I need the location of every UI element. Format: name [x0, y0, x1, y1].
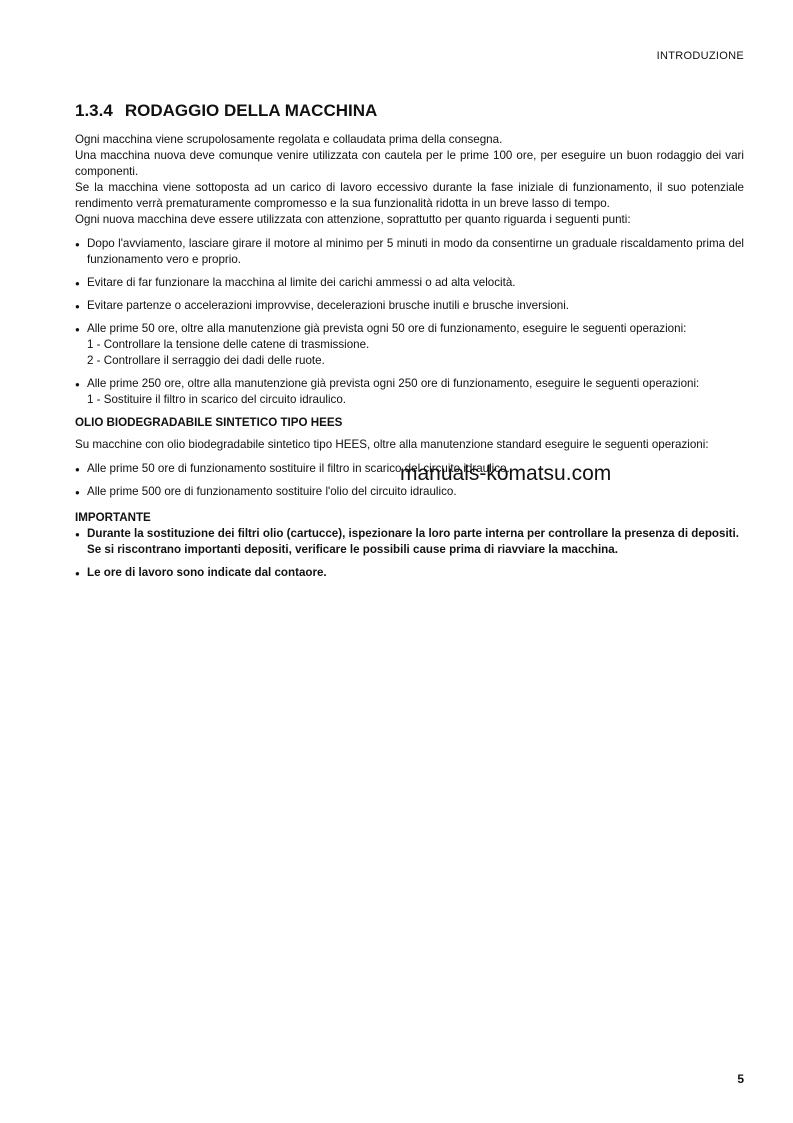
page-number: 5	[737, 1072, 744, 1086]
running-header: INTRODUZIONE	[656, 50, 744, 62]
paragraph-100-hours: Una macchina nuova deve comunque venire utilizzata con cautela per le prime 100 ore, per eseguire un buon rodaggio dei vari componenti.	[75, 149, 744, 178]
intro-paragraph: Ogni macchina viene scrupolosamente regolata e collaudata prima della consegna.	[75, 133, 503, 146]
hees-intro: Su macchine con olio biodegradabile sintetico tipo HEES, oltre alla manutenzione standard eseguire le seguenti operazioni:	[75, 438, 709, 451]
hees-list	[75, 461, 744, 500]
list-item-text: Alle prime 250 ore, oltre alla manutenzione già prevista ogni 250 ore di funzionamento, eseguire le seguenti operazioni:	[87, 377, 700, 390]
important-heading: IMPORTANTE	[75, 511, 151, 524]
paragraph-attention: Ogni nuova macchina deve essere utilizzata con attenzione, soprattutto per quanto riguarda i seguenti punti:	[75, 213, 631, 226]
important-item: ● Le ore di lavoro sono indicate dal contaore.	[75, 565, 744, 581]
section-number: 1.3.4	[75, 101, 113, 120]
step-line: 1 - Sostituire il filtro in scarico del circuito idraulico.	[87, 393, 347, 406]
important-item-note: Se si riscontrano importanti depositi, verificare le possibili cause prima di riavviare la macchina.	[87, 543, 618, 556]
running-in-list	[75, 236, 744, 408]
list-item: ● Alle prime 50 ore di funzionamento sostituire il filtro in scarico del circuito idraulico.	[75, 461, 744, 477]
step-line: 2 - Controllare il serraggio dei dadi delle ruote.	[87, 354, 325, 367]
paragraph-overload: Se la macchina viene sottoposta ad un carico di lavoro eccessivo durante la fase iniziale di funzionamento, il suo potenziale rendimento verrà prematuramente compromesso e la sua funzionalità ridotta in un breve lasso di tempo.	[75, 181, 744, 210]
important-list	[75, 526, 744, 581]
page-content	[75, 100, 744, 588]
list-item: ● Evitare di far funzionare la macchina al limite dei carichi ammessi o ad alta velocità.	[75, 275, 744, 291]
step-line: 1 - Controllare la tensione delle catene di trasmissione.	[87, 338, 370, 351]
important-item	[75, 526, 744, 558]
list-item: ● Alle prime 500 ore di funzionamento sostituire l'olio del circuito idraulico.	[75, 484, 744, 500]
section-title-text: RODAGGIO DELLA MACCHINA	[124, 101, 378, 120]
list-item-text: Alle prime 50 ore, oltre alla manutenzione già prevista ogni 50 ore di funzionamento, eseguire le seguenti operazioni:	[87, 322, 687, 335]
list-item-50-hours	[75, 321, 744, 369]
section-title	[75, 100, 744, 122]
important-item-text: Durante la sostituzione dei filtri olio (cartucce), ispezionare la loro parte interna per controllare la presenza di depositi.	[87, 527, 739, 540]
list-item-250-hours	[75, 376, 744, 408]
list-item: ● Evitare partenze o accelerazioni improvvise, decelerazioni brusche inutili e brusche inversioni.	[75, 298, 744, 314]
hees-heading: OLIO BIODEGRADABILE SINTETICO TIPO HEES	[75, 416, 343, 429]
watermark-text: manuals-komatsu.com	[400, 462, 612, 485]
list-item: ● Dopo l'avviamento, lasciare girare il motore al minimo per 5 minuti in modo da consentirne un graduale riscaldamento prima del funzionamento vero e proprio.	[75, 236, 744, 268]
